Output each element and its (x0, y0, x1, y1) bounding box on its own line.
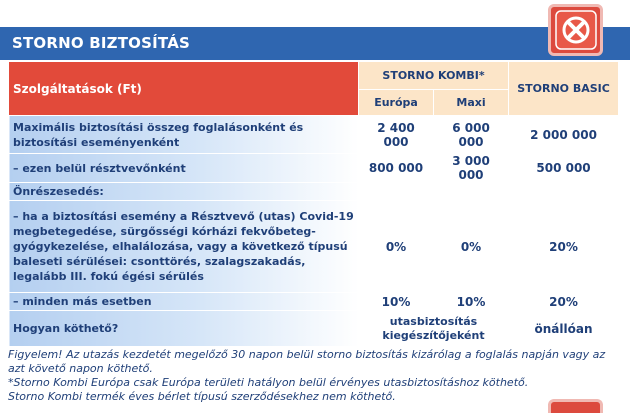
europa-value: 0% (359, 201, 434, 293)
row-label: – minden más esetben (9, 293, 359, 311)
europa-value (359, 183, 434, 201)
storno-kombi-header: STORNO KOMBI* (359, 62, 509, 90)
maxi-value: 10% (434, 293, 509, 311)
cross-circle-icon (548, 4, 603, 56)
row-label: – ezen belül résztvevőnként (9, 154, 359, 183)
insurance-table (8, 61, 619, 347)
row-label: Önrészesedés: (9, 183, 359, 201)
europa-value: 10% (359, 293, 434, 311)
decorative-tab (548, 399, 603, 413)
page-title: STORNO BIZTOSÍTÁS (12, 34, 191, 52)
footnotes (8, 348, 622, 404)
basic-value: önállóan (509, 311, 619, 347)
table-row (9, 183, 619, 201)
maxi-value: 6 000 000 (434, 116, 509, 154)
row-label: – ha a biztosítási esemény a Résztvevő (utas) Covid-19 megbetegedése, sürgősségi kórházi fekvőbeteg-gyógykezelése, elhalálozása, vagy a következő típusú baleseti sérülései: csonttörés, szalagszakadás, legalább III. fokú égési sérülés (9, 201, 359, 293)
table-row (9, 201, 619, 293)
storno-basic-header: STORNO BASIC (509, 62, 619, 116)
europa-value: 2 400 000 (359, 116, 434, 154)
kombi-value: utasbiztosítás kiegészítőjeként (359, 311, 509, 347)
table-row (9, 154, 619, 183)
label-header: Szolgáltatások (Ft) (9, 62, 359, 116)
table-row (9, 311, 619, 347)
table-row (9, 116, 619, 154)
basic-value: 500 000 (509, 154, 619, 183)
maxi-value: 0% (434, 201, 509, 293)
maxi-value: 3 000 000 (434, 154, 509, 183)
footnote-kombi-annual: Storno Kombi termék éves bérlet típusú szerződésekhez nem köthető. (8, 390, 396, 403)
europa-value: 800 000 (359, 154, 434, 183)
europa-header: Európa (359, 90, 434, 116)
footnote-warning: Figyelem! Az utazás kezdetét megelőző 30 napon belül storno biztosítás kizárólag a foglalás napján vagy az azt követő napon köthető. (8, 348, 606, 375)
basic-value: 20% (509, 293, 619, 311)
maxi-value (434, 183, 509, 201)
row-label: Hogyan köthető? (9, 311, 359, 347)
maxi-header: Maxi (434, 90, 509, 116)
footnote-kombi-europa: *Storno Kombi Európa csak Európa területi hatályon belül érvényes utasbiztosításhoz köthető. (8, 376, 529, 389)
table-row (9, 293, 619, 311)
basic-value: 2 000 000 (509, 116, 619, 154)
basic-value: 20% (509, 201, 619, 293)
header-bar (0, 27, 630, 60)
basic-value (509, 183, 619, 201)
row-label: Maximális biztosítási összeg foglalásonként és biztosítási eseményenként (9, 116, 359, 154)
